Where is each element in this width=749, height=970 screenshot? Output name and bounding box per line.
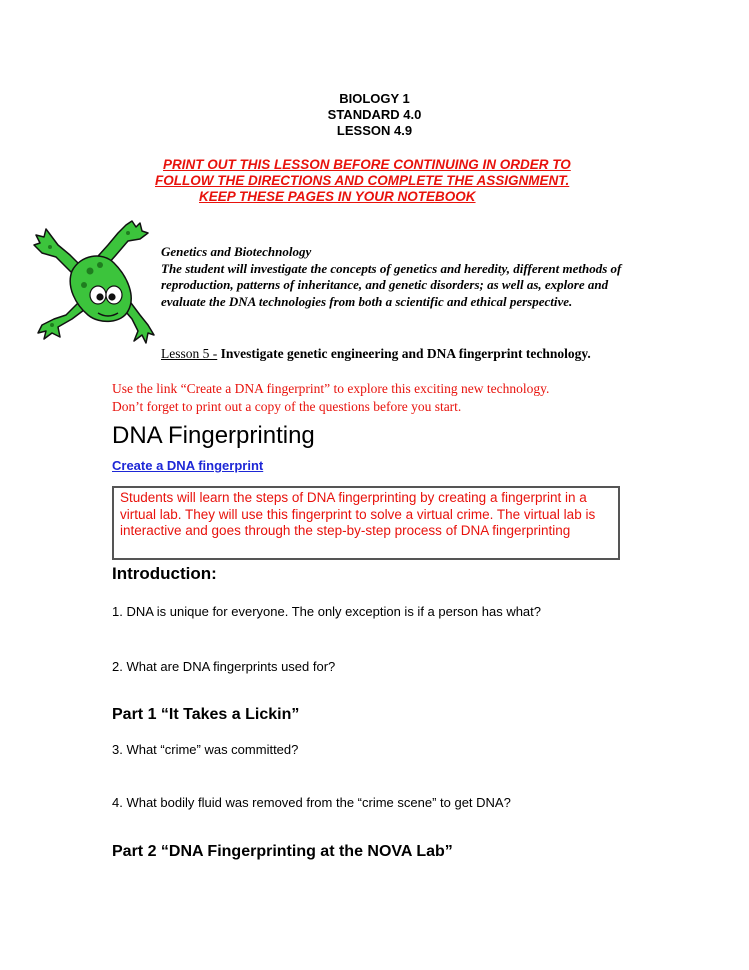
create-fingerprint-link[interactable]: Create a DNA fingerprint [112,458,264,473]
question-3: 3. What “crime” was committed? [112,742,299,757]
standard-title: Genetics and Biotechnology [161,244,312,259]
lesson-title: Investigate genetic engineering and DNA fingerprint technology. [217,346,591,361]
section-title: DNA Fingerprinting [112,422,315,449]
warning-line-3: KEEP THESE PAGES IN YOUR NOTEBOOK [199,189,476,204]
question-2: 2. What are DNA fingerprints used for? [112,659,336,674]
summary-text: Students will learn the steps of DNA fingerprinting by creating a fingerprint in a virtual lab. They will use this fingerprint to solve a virtual crime. The virtual lab is interactive and goes through the step-by-step process of DNA fingerprinting [120,490,596,538]
standard-body: The student will investigate the concepts of genetics and heredity, different methods of reproduction, patterns of inheritance, and genetic disorders; as well as, explore and evaluate the DNA technologies from both a scientific and ethical perspective. [161,260,622,309]
lesson-number: Lesson 5 - [161,346,218,361]
question-4: 4. What bodily fluid was removed from the “crime scene” to get DNA? [112,795,511,810]
part-1-heading: Part 1 “It Takes a Lickin” [112,706,300,723]
standard-label: STANDARD 4.0 [327,107,422,122]
question-1: 1. DNA is unique for everyone. The only exception is if a person has what? [112,604,542,619]
part-2-heading: Part 2 “DNA Fingerprinting at the NOVA Lab” [112,843,453,860]
course-title: BIOLOGY 1 [339,91,410,106]
warning-line-1: PRINT OUT THIS LESSON BEFORE CONTINUING IN ORDER TO [163,157,571,172]
lesson-line [161,346,591,362]
standard-description [161,244,641,310]
summary-box [112,486,620,560]
instructions-line-1: Use the link “Create a DNA fingerprint” to explore this exciting new technology. [112,381,550,396]
warning-line-2: FOLLOW THE DIRECTIONS AND COMPLETE THE ASSIGNMENT. [155,173,570,188]
introduction-heading: Introduction: [112,564,217,583]
frog-icon [28,215,158,350]
instructions-line-2: Don’t forget to print out a copy of the questions before you start. [112,399,462,414]
instructions [112,380,672,416]
lesson-label: LESSON 4.9 [336,123,413,138]
